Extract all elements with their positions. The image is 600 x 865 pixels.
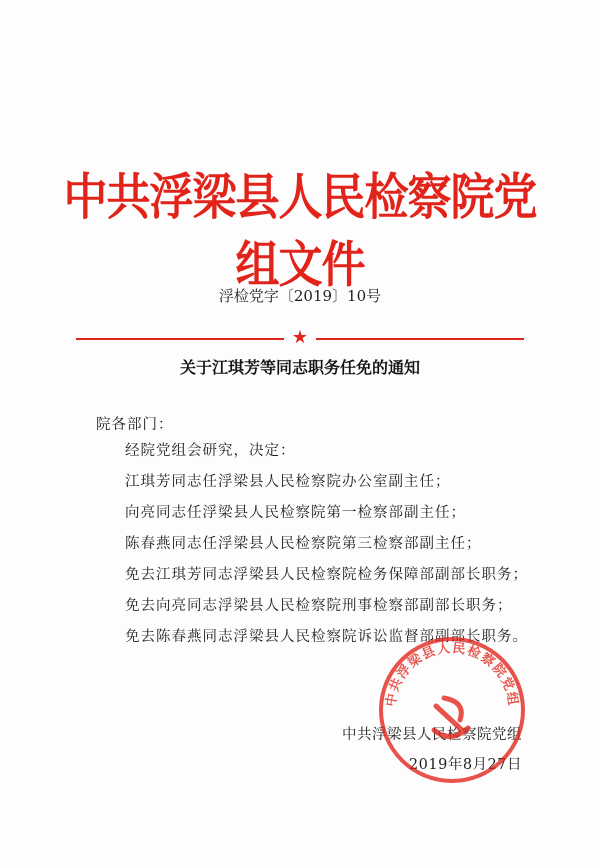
red-divider — [76, 327, 524, 348]
divider-line-left — [76, 338, 284, 340]
removal-item: 免去江琪芳同志浮梁县人民检察院检务保障部副部长职务； — [125, 567, 528, 583]
notice-body — [96, 412, 530, 655]
document-header-title: 中共浮梁县人民检察院党组文件 — [63, 169, 537, 294]
signature-org: 中共浮梁县人民检察院党组 — [342, 727, 522, 743]
intro-paragraph: 经院党组会研究，决定： — [125, 443, 296, 459]
removal-item: 免去向亮同志浮梁县人民检察院刑事检察部副部长职务； — [125, 598, 513, 614]
appointment-item: 陈春燕同志任浮梁县人民检察院第三检察部副主任； — [125, 536, 482, 552]
star-icon: ★ — [291, 327, 309, 348]
removal-item: 免去陈春燕同志浮梁县人民检察院诉讼监督部副部长职务。 — [125, 629, 528, 645]
salutation: 院各部门： — [96, 417, 174, 433]
document-number: 浮检党字〔2019〕10号 — [218, 287, 382, 305]
signature-block — [342, 720, 522, 780]
notice-title: 关于江琪芳等同志职务任免的通知 — [179, 358, 420, 377]
appointment-item: 江琪芳同志任浮梁县人民检察院办公室副主任； — [125, 474, 451, 490]
seal-text: 中共浮梁县人民检察院党组 — [383, 640, 521, 708]
divider-line-right — [316, 338, 524, 340]
signature-date: 2019年8月27日 — [408, 757, 522, 773]
appointment-item: 向亮同志任浮梁县人民检察院第一检察部副主任； — [125, 505, 466, 521]
